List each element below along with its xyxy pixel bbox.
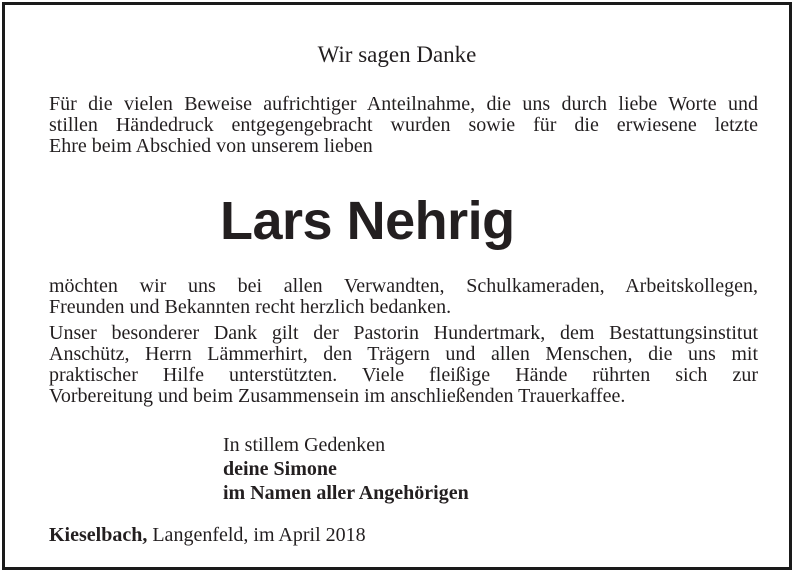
thanks-line: Freunden und Bekannten recht herzlich bedanken.	[49, 296, 452, 318]
intro-line: Ehre beim Abschied von unserem lieben	[49, 135, 373, 157]
intro-paragraph	[49, 94, 758, 157]
signoff-greeting: In stillem Gedenken	[223, 434, 386, 456]
special-thanks-line: Unser besonderer Dank gilt der Pastorin Hundertmark, dem Bestattungsinstitut	[49, 322, 758, 344]
place-town: Kieselbach,	[49, 524, 148, 546]
notice-title: Wir sagen Danke	[317, 42, 477, 67]
signoff-on-behalf: im Namen aller Angehörigen	[223, 482, 469, 504]
special-thanks-line: praktischer Hilfe unterstützten. Viele fleißige Hände rührten sich zur	[49, 364, 758, 386]
special-thanks-line: Vorbereitung und beim Zusammensein im anschließenden Trauerkaffee.	[49, 385, 626, 407]
thanks-paragraph	[49, 276, 758, 318]
special-thanks-line: Anschütz, Herrn Lämmerhirt, den Trägern und allen Menschen, die uns mit	[49, 343, 758, 365]
intro-line: Für die vielen Beweise aufrichtiger Anteilnahme, die uns durch liebe Worte und	[49, 93, 758, 115]
place-rest: Langenfeld, im April 2018	[147, 524, 366, 546]
signoff-signer: deine Simone	[223, 458, 337, 480]
thanks-line: möchten wir uns bei allen Verwandten, Schulkameraden, Arbeitskollegen,	[49, 275, 758, 297]
signoff-block	[223, 433, 469, 505]
obituary-notice	[2, 2, 792, 570]
special-thanks-paragraph	[49, 323, 758, 407]
place-date-line	[49, 523, 366, 547]
intro-line: stillen Händedruck entgegengebracht wurden sowie für die erwiesene letzte	[49, 114, 758, 136]
deceased-name: Lars Nehrig	[220, 191, 515, 251]
